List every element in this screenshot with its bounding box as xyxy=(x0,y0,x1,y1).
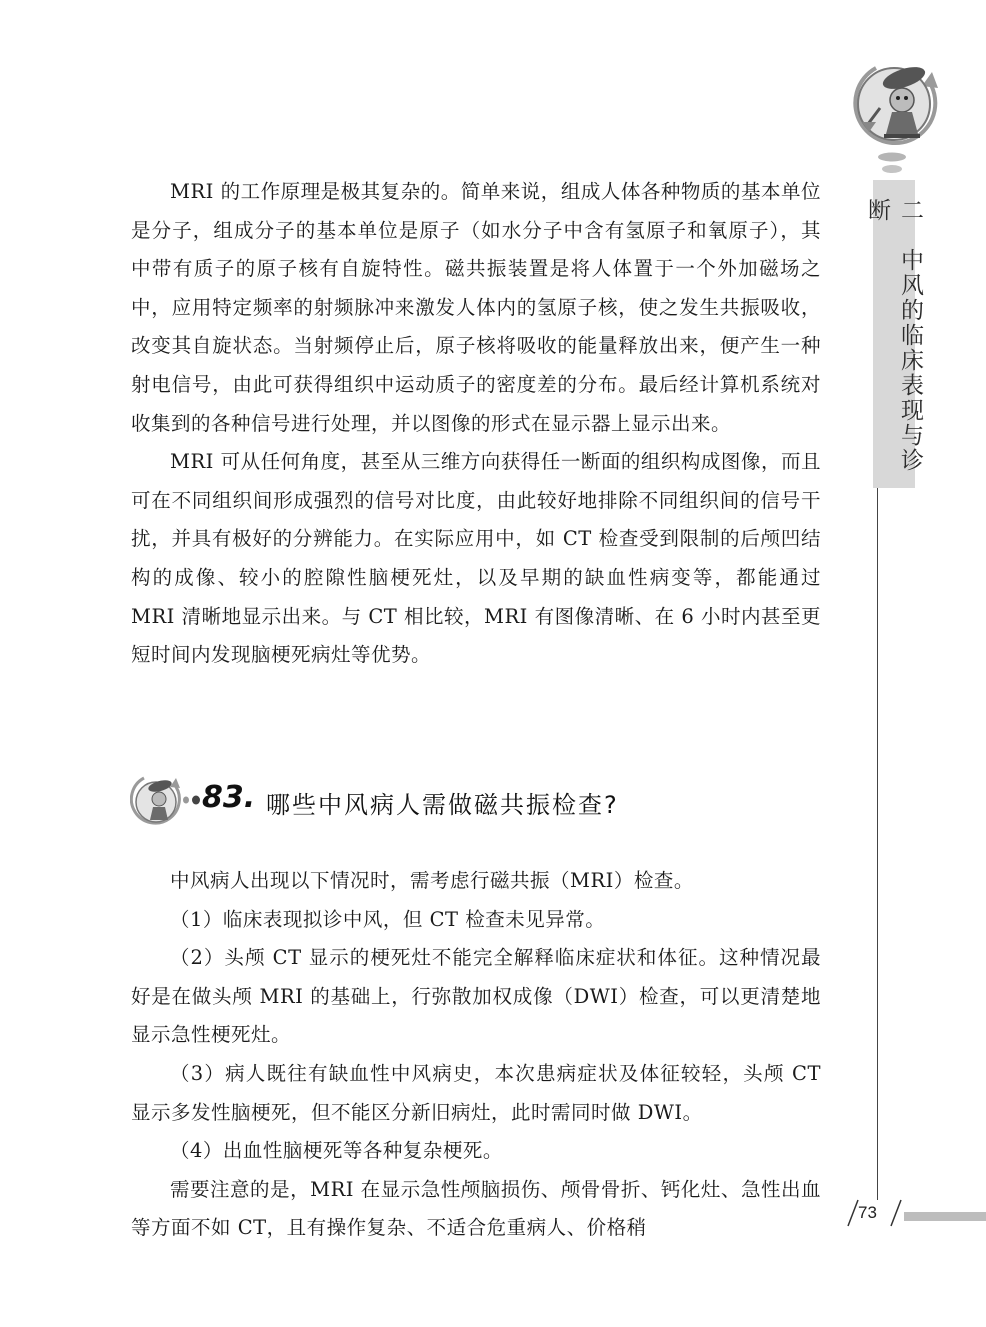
paragraph: （3）病人既往有缺血性中风病史，本次患病症状及体征较轻，头颅 CT 显示多发性脑梗死，但不能区分新旧病灶，此时需同时做 DWI。 xyxy=(131,1061,821,1124)
decorative-dots-icon xyxy=(182,794,202,806)
paragraph: 需要注意的是，MRI 在显示急性颅脑损伤、颅骨骨折、钙化灶、急性出血等方面不如 CT，且有操作复杂、不适合危重病人、价格稍 xyxy=(131,1177,821,1240)
chapter-tab xyxy=(864,180,923,488)
slash-divider xyxy=(889,1198,903,1228)
answer-text-block xyxy=(131,862,821,1248)
paragraph: 中风病人出现以下情况时，需考虑行磁共振（MRI）检查。 xyxy=(170,869,694,892)
paragraph: （4）出血性脑梗死等各种复杂梗死。 xyxy=(170,1139,503,1163)
paragraph: （1）临床表现拟诊中风，但 CT 检查未见异常。 xyxy=(170,907,606,931)
question-title: 哪些中风病人需做磁共振检查? xyxy=(266,791,619,819)
paragraph: MRI 可从任何角度，甚至从三维方向获得任一断面的组织构成图像，而且可在不同组织间形成强烈的信号对比度，由此较好地排除不同组织间的信号干扰，并具有极好的分辨能力。在实际应用中，如 CT 检查受到限制的后颅凹结构的成像、较小的腔隙性脑梗死灶，以及早期的缺血性病变等，都能通过 MRI 清晰地显示出来。与 CT 相比较，MRI 有图像清晰、在 6 小时内甚至更短时间内发现脑梗死病灶等优势。 xyxy=(131,450,821,667)
paragraph: （2）头颅 CT 显示的梗死灶不能完全解释临床症状和体征。这种情况最好是在做头颅 MRI 的基础上，行弥散加权成像（DWI）检查，可以更清楚地显示急性梗死灶。 xyxy=(131,946,821,1047)
margin-rule xyxy=(877,488,878,1200)
question-number: 83. xyxy=(202,780,256,815)
paragraph: MRI 的工作原理是极其复杂的。简单来说，组成人体各种物质的基本单位是分子，组成分子的基本单位是原子（如水分子中含有氢原子和氧原子），其中带有质子的原子核有自旋特性。磁共振装置是将人体置于一个外加磁场之中，应用特定频率的射频脉冲来激发人体内的氢原子核，使之发生共振吸收，改变其自旋状态。当射频停止后，原子核将吸收的能量释放出来，便产生一种射电信号，由此可获得组织中运动质子的密度差的分布。最后经计算机系统对收集到的各种信号进行处理，并以图像的形式在显示器上显示出来。 xyxy=(131,180,821,435)
question-heading xyxy=(130,770,830,834)
chapter-title: 二 中风的临床表现与诊断 xyxy=(864,198,923,473)
decorative-dots-icon xyxy=(866,152,926,176)
page-number: 73 xyxy=(858,1203,877,1222)
intro-text-block xyxy=(131,173,821,675)
page-bar xyxy=(904,1212,986,1221)
cartoon-doctor-mascot-icon xyxy=(846,58,946,154)
cartoon-doctor-mascot-icon xyxy=(130,772,182,830)
